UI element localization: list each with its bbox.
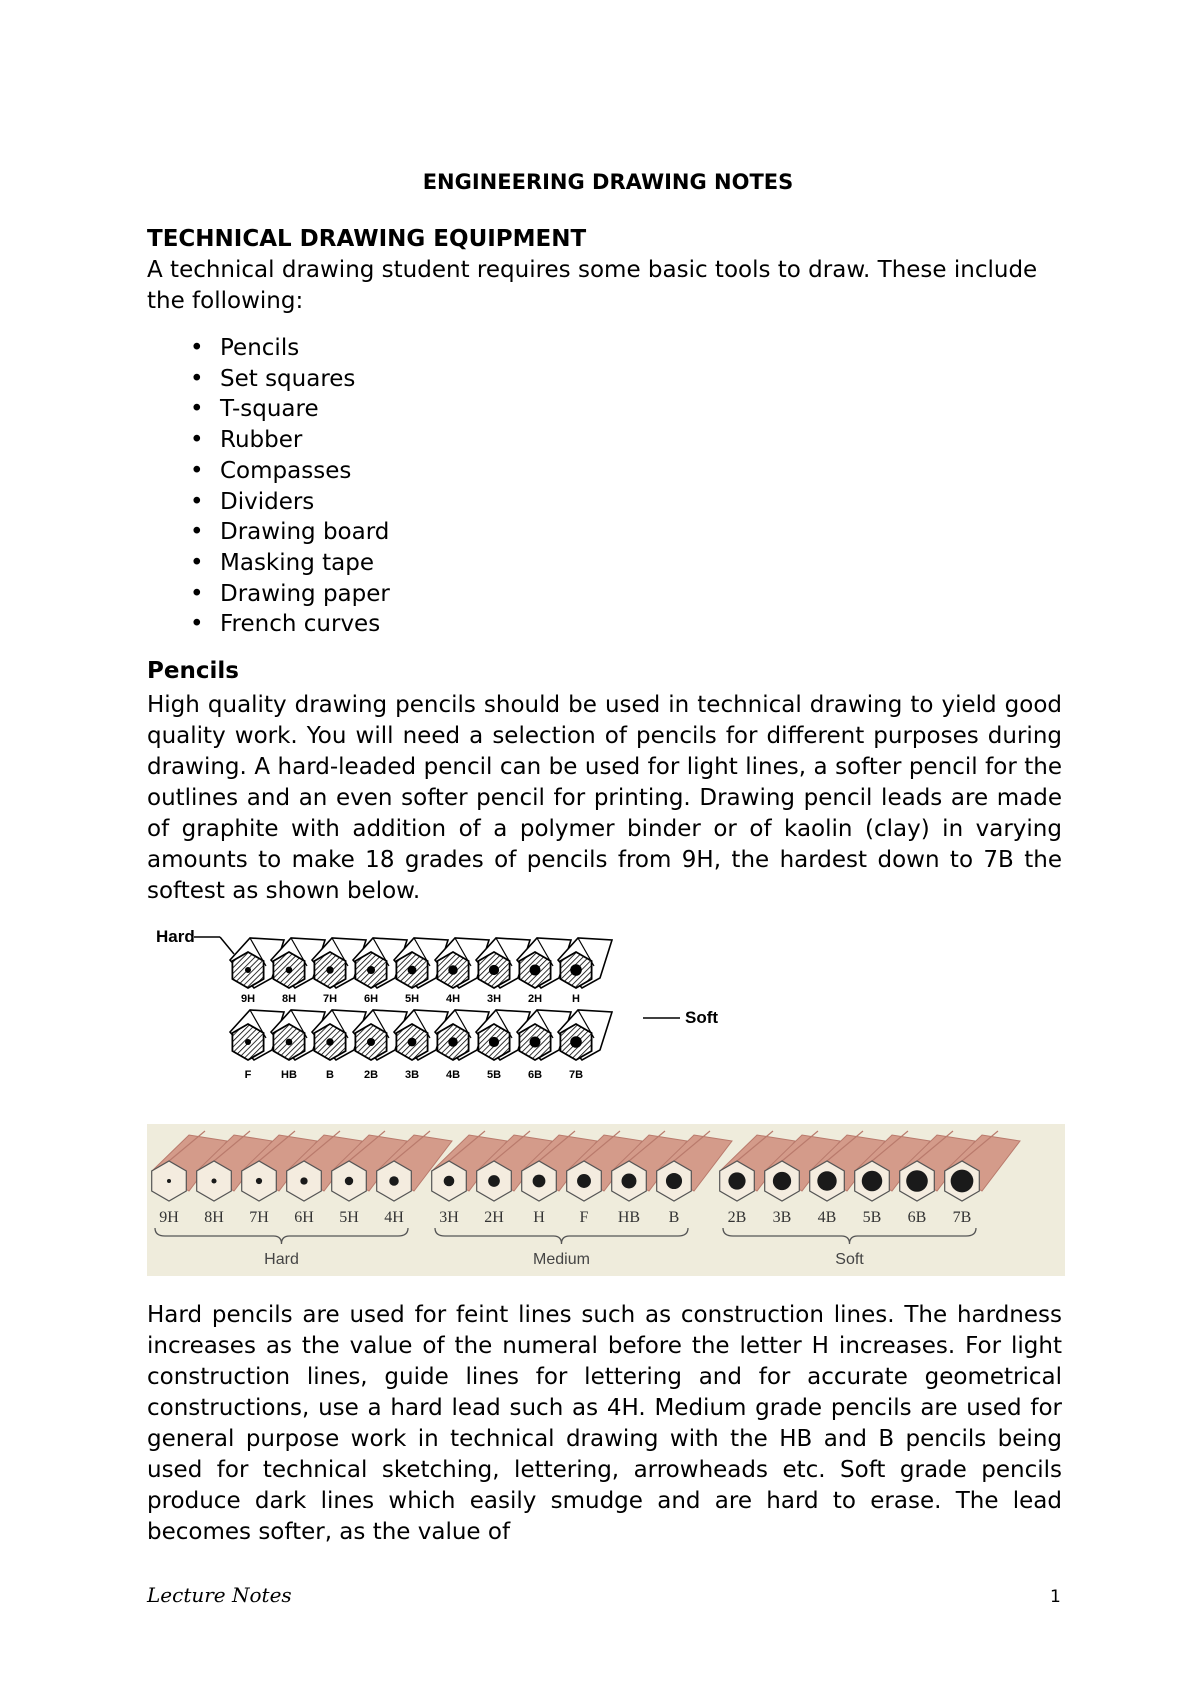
- grade-label: 4B: [445, 1069, 461, 1081]
- footer-label: Lecture Notes: [147, 1583, 292, 1607]
- row-2-grade-labels: [245, 1069, 583, 1081]
- list-item-label: French curves: [220, 611, 381, 638]
- pencil-lead: [622, 1174, 637, 1189]
- pencil-lead: [408, 1038, 417, 1047]
- tools-list: [190, 333, 390, 640]
- pencil-lead: [448, 965, 458, 975]
- grade-label: 4H: [384, 1209, 404, 1226]
- grade-label: 5B: [862, 1209, 882, 1226]
- section-heading: TECHNICAL DRAWING EQUIPMENT: [147, 226, 587, 252]
- grade-label: 5B: [486, 1069, 502, 1081]
- pencil-lead: [488, 1175, 500, 1187]
- grade-label: 7B: [568, 1069, 584, 1081]
- document-title: ENGINEERING DRAWING NOTES: [422, 170, 794, 194]
- soft-label: Soft: [685, 1008, 719, 1027]
- pencils-paragraph-2: Hard pencils are used for feint lines such as construction lines. The hardness increases as the value of the numeral before the letter H increases. For light construction lines, guide lines for lettering and for accurate geometrical constructions, use a hard lead such as 4H. Medium grade pencils are used for general purpose work in technical drawing with the HB and B pencils being used for technical sketching, lettering, arrowheads etc. Soft grade pencils produce dark lines which easily smudge and are hard to erase. The lead becomes softer, as the value of: [147, 1302, 1062, 1545]
- pencil-lead: [570, 1036, 582, 1048]
- pencil-lead: [256, 1178, 262, 1184]
- grade-label: 3B: [404, 1069, 420, 1081]
- grade-label: 2B: [727, 1209, 747, 1226]
- list-item: [190, 394, 390, 425]
- grade-label: 3B: [772, 1209, 792, 1226]
- pencil-lead: [862, 1171, 883, 1192]
- list-item: [190, 548, 390, 579]
- pencil-lead: [951, 1170, 974, 1193]
- grade-label: 2H: [527, 993, 543, 1005]
- bullet-icon: •: [190, 611, 204, 638]
- pencil-lead: [245, 1039, 251, 1045]
- list-item-label: Pencils: [220, 335, 300, 361]
- list-item: [190, 487, 390, 518]
- pencil-lead: [408, 966, 417, 975]
- grade-label: 6H: [294, 1209, 314, 1226]
- pencil-grades-lineart-figure: [150, 920, 750, 1095]
- bullet-icon: •: [190, 396, 204, 423]
- pencil-lead: [444, 1176, 455, 1187]
- list-item: [190, 517, 390, 548]
- grade-label: 5H: [404, 993, 420, 1005]
- list-item-label: Dividers: [220, 488, 315, 515]
- page-number: 1: [1050, 1587, 1061, 1607]
- list-item: [190, 609, 390, 640]
- bullet-icon: •: [190, 519, 204, 546]
- pencil-lead: [326, 1038, 333, 1045]
- hard-leader-line-2: [220, 937, 234, 954]
- grade-label: 4H: [445, 993, 461, 1005]
- pencil-lead: [530, 965, 541, 976]
- bullet-icon: •: [190, 549, 204, 576]
- list-item: [190, 333, 390, 364]
- grade-label: 9H: [159, 1209, 179, 1226]
- list-item: [190, 364, 390, 395]
- grade-label: 5H: [339, 1209, 359, 1226]
- bullet-icon: •: [190, 488, 204, 515]
- hard-label: Hard: [156, 927, 195, 946]
- bullet-icon: •: [190, 580, 204, 607]
- pencil-lead: [577, 1174, 591, 1188]
- list-item: [190, 579, 390, 610]
- pencils-paragraph-1: High quality drawing pencils should be used in technical drawing to yield good quality work. You will need a selection of pencils for different purposes during drawing. A hard-leaded pencil can be used for light lines, a softer pencil for the outlines and an even softer pencil for printing. Drawing pencil leads are made of graphite with addition of a polymer binder or of kaolin (clay) in varying amounts to make 18 grades of pencils from 9H, the hardest down to 7B the softest as shown below.: [147, 692, 1062, 904]
- grade-label: 6H: [363, 993, 379, 1005]
- intro-paragraph: A technical drawing student requires some basic tools to draw. These include the following:: [147, 257, 1038, 314]
- grade-label: 7H: [322, 993, 338, 1005]
- grade-label: F: [244, 1069, 252, 1081]
- bullet-icon: •: [190, 427, 204, 454]
- pencil-lead: [167, 1179, 171, 1183]
- grade-label: 7H: [249, 1209, 269, 1226]
- pencil-lead: [245, 967, 251, 973]
- grade-label: 6B: [907, 1209, 927, 1226]
- list-item-label: Masking tape: [220, 549, 374, 576]
- row-1-grade-labels: [241, 993, 580, 1005]
- group-label: Medium: [533, 1251, 590, 1268]
- list-item-label: Drawing paper: [220, 580, 390, 607]
- pencil-lead: [773, 1172, 791, 1190]
- pencil-lead: [728, 1172, 745, 1189]
- pencil-grades-photo-figure: [147, 1124, 1065, 1276]
- bullet-icon: •: [190, 335, 204, 361]
- grade-label: 9H: [240, 993, 256, 1005]
- pencil-lead: [533, 1175, 546, 1188]
- grade-label: H: [572, 993, 580, 1005]
- grade-label: HB: [617, 1209, 641, 1226]
- pencil-lead: [211, 1178, 216, 1183]
- pencil-lead: [345, 1177, 353, 1185]
- list-item-label: Drawing board: [220, 519, 390, 546]
- row-2-pencils: [230, 1010, 612, 1060]
- grade-label: B: [326, 1069, 334, 1081]
- grade-label: 3H: [439, 1209, 459, 1226]
- pencils-heading: Pencils: [147, 658, 239, 684]
- grade-label: 2H: [484, 1209, 504, 1226]
- list-item-label: Compasses: [220, 457, 352, 484]
- grade-label: F: [579, 1209, 589, 1226]
- group-label: Hard: [264, 1251, 299, 1268]
- pencil-lead: [530, 1037, 541, 1048]
- pencil-lead: [367, 1038, 375, 1046]
- grade-label: 3H: [486, 993, 502, 1005]
- grade-label: HB: [281, 1069, 297, 1081]
- grade-label: 8H: [281, 993, 297, 1005]
- list-item-label: Set squares: [220, 365, 356, 392]
- bullet-icon: •: [190, 365, 204, 392]
- pencil-lead: [666, 1173, 682, 1189]
- grade-label: 7B: [952, 1209, 972, 1226]
- grade-label: B: [668, 1209, 680, 1226]
- pencil-lead: [906, 1170, 928, 1192]
- pencil-lead: [286, 967, 293, 974]
- pencil-lead: [389, 1176, 399, 1186]
- list-item: [190, 456, 390, 487]
- pencil-lead: [817, 1171, 836, 1190]
- grade-label: 2B: [363, 1069, 379, 1081]
- pencil-lead: [489, 1037, 499, 1047]
- grade-label: 6B: [527, 1069, 543, 1081]
- pencil-lead: [300, 1177, 307, 1184]
- bullet-icon: •: [190, 457, 204, 484]
- grade-label: 4B: [817, 1209, 837, 1226]
- pencil-lead: [448, 1037, 458, 1047]
- pencil-lead: [326, 966, 333, 973]
- pencil-lead: [489, 965, 499, 975]
- list-item: [190, 425, 390, 456]
- grade-label: 8H: [204, 1209, 224, 1226]
- list-item-label: T-square: [220, 396, 319, 423]
- grade-label: H: [533, 1209, 545, 1226]
- pencil-lead: [367, 966, 375, 974]
- pencil-lead: [286, 1039, 293, 1046]
- group-label: Soft: [835, 1251, 864, 1268]
- pencil-lead: [570, 964, 582, 976]
- row-1-pencils: [230, 938, 612, 988]
- list-item-label: Rubber: [220, 427, 303, 454]
